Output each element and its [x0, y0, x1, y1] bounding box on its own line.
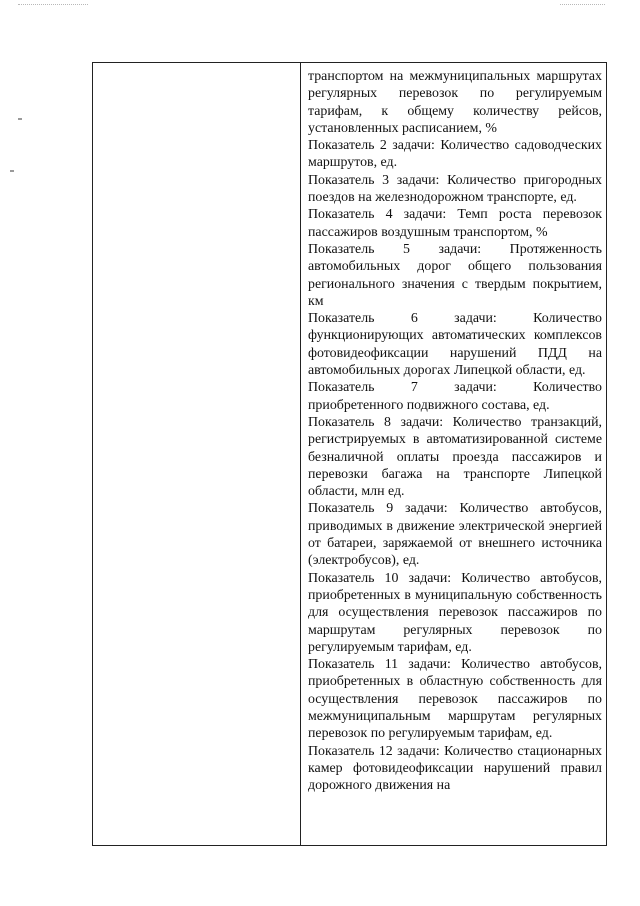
table-row	[93, 63, 607, 846]
scan-artifact-top-right	[560, 4, 605, 6]
indicators-table	[92, 62, 607, 846]
margin-tick	[10, 170, 14, 172]
indicator-text: Показатель 5 задачи: Протяженность автомобильных дорог общего пользования регионального значения с твердым покрытием, км	[308, 241, 602, 309]
indicator-text: Показатель 7 задачи: Количество приобретенного подвижного состава, ед.	[308, 380, 602, 413]
scan-artifact-top-left	[18, 4, 88, 6]
indicator-text: Показатель 9 задачи: Количество автобусов, приводимых в движение электрической энергией от батареи, заряжаемой от внешнего источника (электробусов), ед.	[308, 501, 602, 569]
indicator-text: Показатель 6 задачи: Количество функционирующих автоматических комплексов фотовидеофиксации нарушений ПДД на автомобильных дорогах Липецкой области, ед.	[308, 311, 602, 379]
indicator-text: Показатель 10 задачи: Количество автобусов, приобретенных в муниципальную собственность для осуществления перевозок пассажиров по маршрутам регулярных перевозок по регулируемым тарифам, ед.	[308, 570, 602, 655]
indicators-cell	[301, 63, 607, 846]
indicator-text: Показатель 8 задачи: Количество транзакций, регистрируемых в автоматизированной системе безналичной оплаты проезда пассажиров и перевозки багажа на транспорте Липецкой области, млн ед.	[308, 414, 602, 500]
empty-left-cell	[93, 63, 301, 846]
indicator-text: Показатель 11 задачи: Количество автобусов, приобретенных в областную собственность для осуществления перевозок пассажиров по межмуниципальным маршрутам регулярных перевозок по регулируемым тарифам, ед.	[308, 657, 602, 742]
indicator-text: Показатель 3 задачи: Количество пригородных поездов на железнодорожном транспорте, ед.	[308, 172, 602, 206]
indicator-text: Показатель 4 задачи: Темп роста перевозок пассажиров воздушным транспортом, %	[308, 207, 602, 240]
margin-tick	[18, 118, 22, 120]
indicator-text: транспортом на межмуниципальных маршрутах регулярных перевозок по регулируемым тарифам, к общему количеству рейсов, установленных расписанием, %	[308, 69, 602, 136]
indicator-text: Показатель 2 задачи: Количество садоводческих маршрутов, ед.	[308, 138, 602, 171]
indicator-text: Показатель 12 задачи: Количество стационарных камер фотовидеофиксации нарушений правил дорожного движения на	[308, 743, 602, 794]
